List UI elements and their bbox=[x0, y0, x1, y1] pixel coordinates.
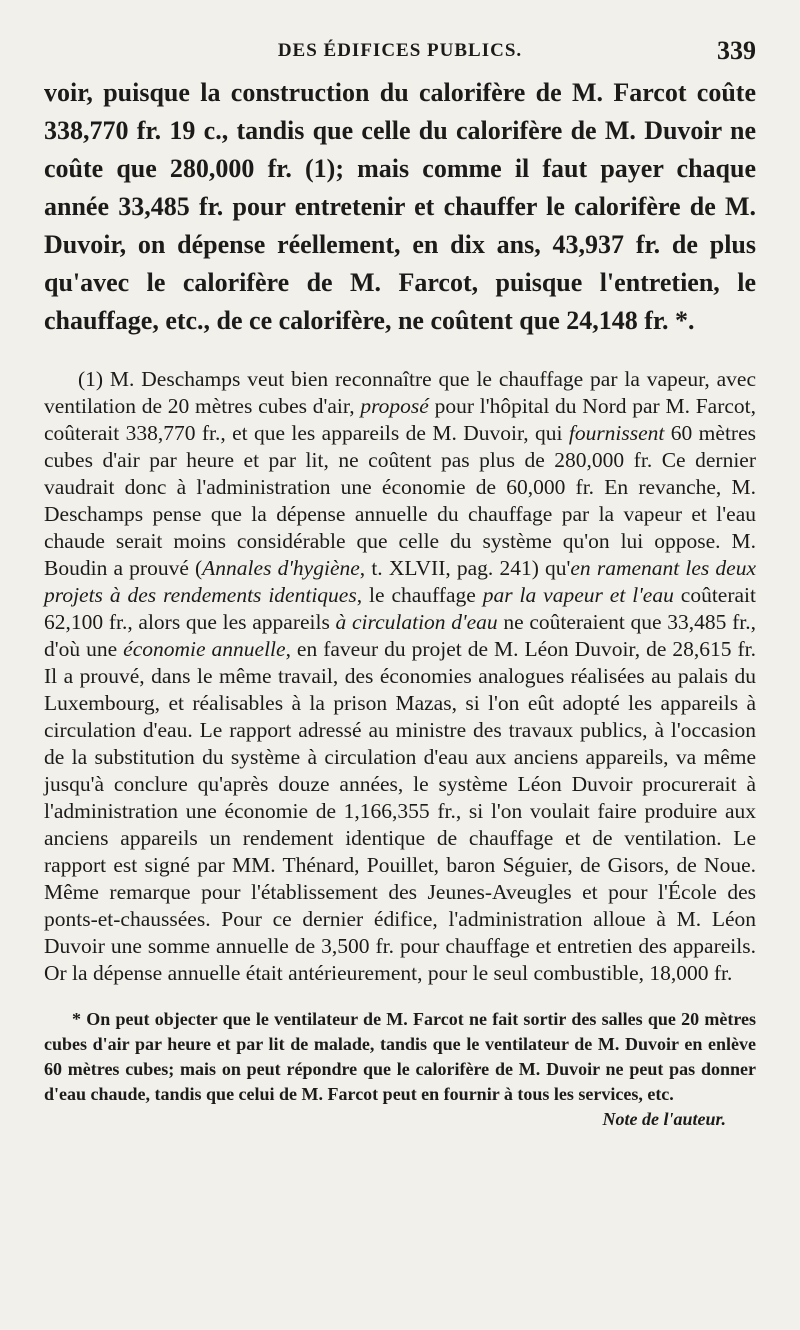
footnote-segment: 60 mètres cubes d'air par heure et par lit, ne coûtent pas plus de 280,000 fr. Ce dernier vaudrait donc à l'administration une économie de 60,000 fr. En revanche, M. Deschamps pense que la dépense annuelle du chauffage par la vapeur et l'eau chaude serait moins considérable que celle du système qu'on lui oppose. M. Boudin a prouvé ( bbox=[44, 421, 756, 580]
running-title: DES ÉDIFICES PUBLICS. bbox=[277, 40, 523, 61]
footnote-segment-italic: proposé bbox=[360, 394, 429, 418]
author-note-signature: Note de l'auteur. bbox=[602, 1109, 726, 1129]
footnote-1 bbox=[44, 366, 756, 987]
footnote-segment: (1) M. Deschamps veut bien reconnaître que le chauffage par la vapeur, avec ventilation de 20 mètres cubes d'air, bbox=[44, 367, 756, 418]
footnote-segment-italic: Annales d'hygiène bbox=[202, 556, 360, 580]
page-number: 339 bbox=[717, 36, 756, 65]
footnote-segment: pour l'hôpital du Nord par M. Farcot, coûterait 338,770 fr., et que les appareils de M. Duvoir, qui bbox=[44, 394, 756, 445]
footnote-segment-italic: par la vapeur et l'eau bbox=[482, 583, 674, 607]
footnote-segment: , le chauffage bbox=[356, 583, 483, 607]
author-note bbox=[44, 1007, 756, 1132]
footnote-segment-italic: à circulation d'eau bbox=[335, 610, 498, 634]
footnote-segment: , t. XLVII, pag. 241) qu' bbox=[359, 556, 571, 580]
footnote-segment-italic: fournissent bbox=[568, 421, 665, 445]
footnote-segment: ne coûteraient que 33,485 fr., d'où une bbox=[44, 610, 756, 661]
footnote-paragraph bbox=[44, 366, 756, 987]
footnote-segment: coûterait 62,100 fr., alors que les appareils bbox=[44, 583, 756, 634]
footnote-segment: , en faveur du projet de M. Léon Duvoir, de 28,615 fr. Il a prouvé, dans le même travail, des économies analogues réalisées au palais du Luxembourg, et réalisables à la prison Mazas, si l'on eût adopté les appareils à circulation d'eau. Le rapport adressé au ministre des travaux publics, à l'occasion de la substitution du système à circulation d'eau aux anciens appareils, va même jusqu'à conclure qu'après douze années, le système Léon Duvoir procurerait à l'administration une économie de 1,166,355 fr., si l'on voulait faire produire aux anciens appareils un rendement identique de chauffage et de ventilation. Le rapport est signé par MM. Thénard, Pouillet, baron Séguier, de Gisors, de Noue. Même remarque pour l'établissement des Jeunes-Aveugles et pour l'École des ponts-et-chaussées. Pour ce dernier édifice, l'administration alloue à M. Léon Duvoir une somme annuelle de 3,500 fr. pour chauffage et entretien des appareils. Or la dépense annuelle était antérieurement, pour le seul combustible, 18,000 fr. bbox=[44, 637, 756, 985]
main-paragraph: voir, puisque la construction du calorifère de M. Farcot coûte 338,770 fr. 19 c., tandis que celle du calorifère de M. Duvoir ne coûte que 280,000 fr. (1); mais comme il faut payer chaque année 33,485 fr. pour entretenir et chauffer le calorifère de M. Duvoir, on dépense réellement, en dix ans, 43,937 fr. de plus qu'avec le calorifère de M. Farcot, puisque l'entretien, le chauffage, etc., de ce calorifère, ne coûtent que 24,148 fr. *. bbox=[44, 78, 756, 335]
author-note-text: * On peut objecter que le ventilateur de M. Farcot ne fait sortir des salles que 20 mètres cubes d'air par heure et par lit de malade, tandis que le ventilateur de M. Duvoir en enlève 60 mètres cubes; mais on peut répondre que le calorifère de M. Duvoir ne peut pas donner d'eau chaude, tandis que celui de M. Farcot peut en fournir à tous les services, etc. bbox=[44, 1009, 756, 1104]
footnote-segment-italic: économie annuelle bbox=[123, 637, 286, 661]
footnote-segment-italic: en ramenant les deux projets à des rendements identiques bbox=[44, 556, 757, 607]
running-head bbox=[44, 34, 756, 74]
